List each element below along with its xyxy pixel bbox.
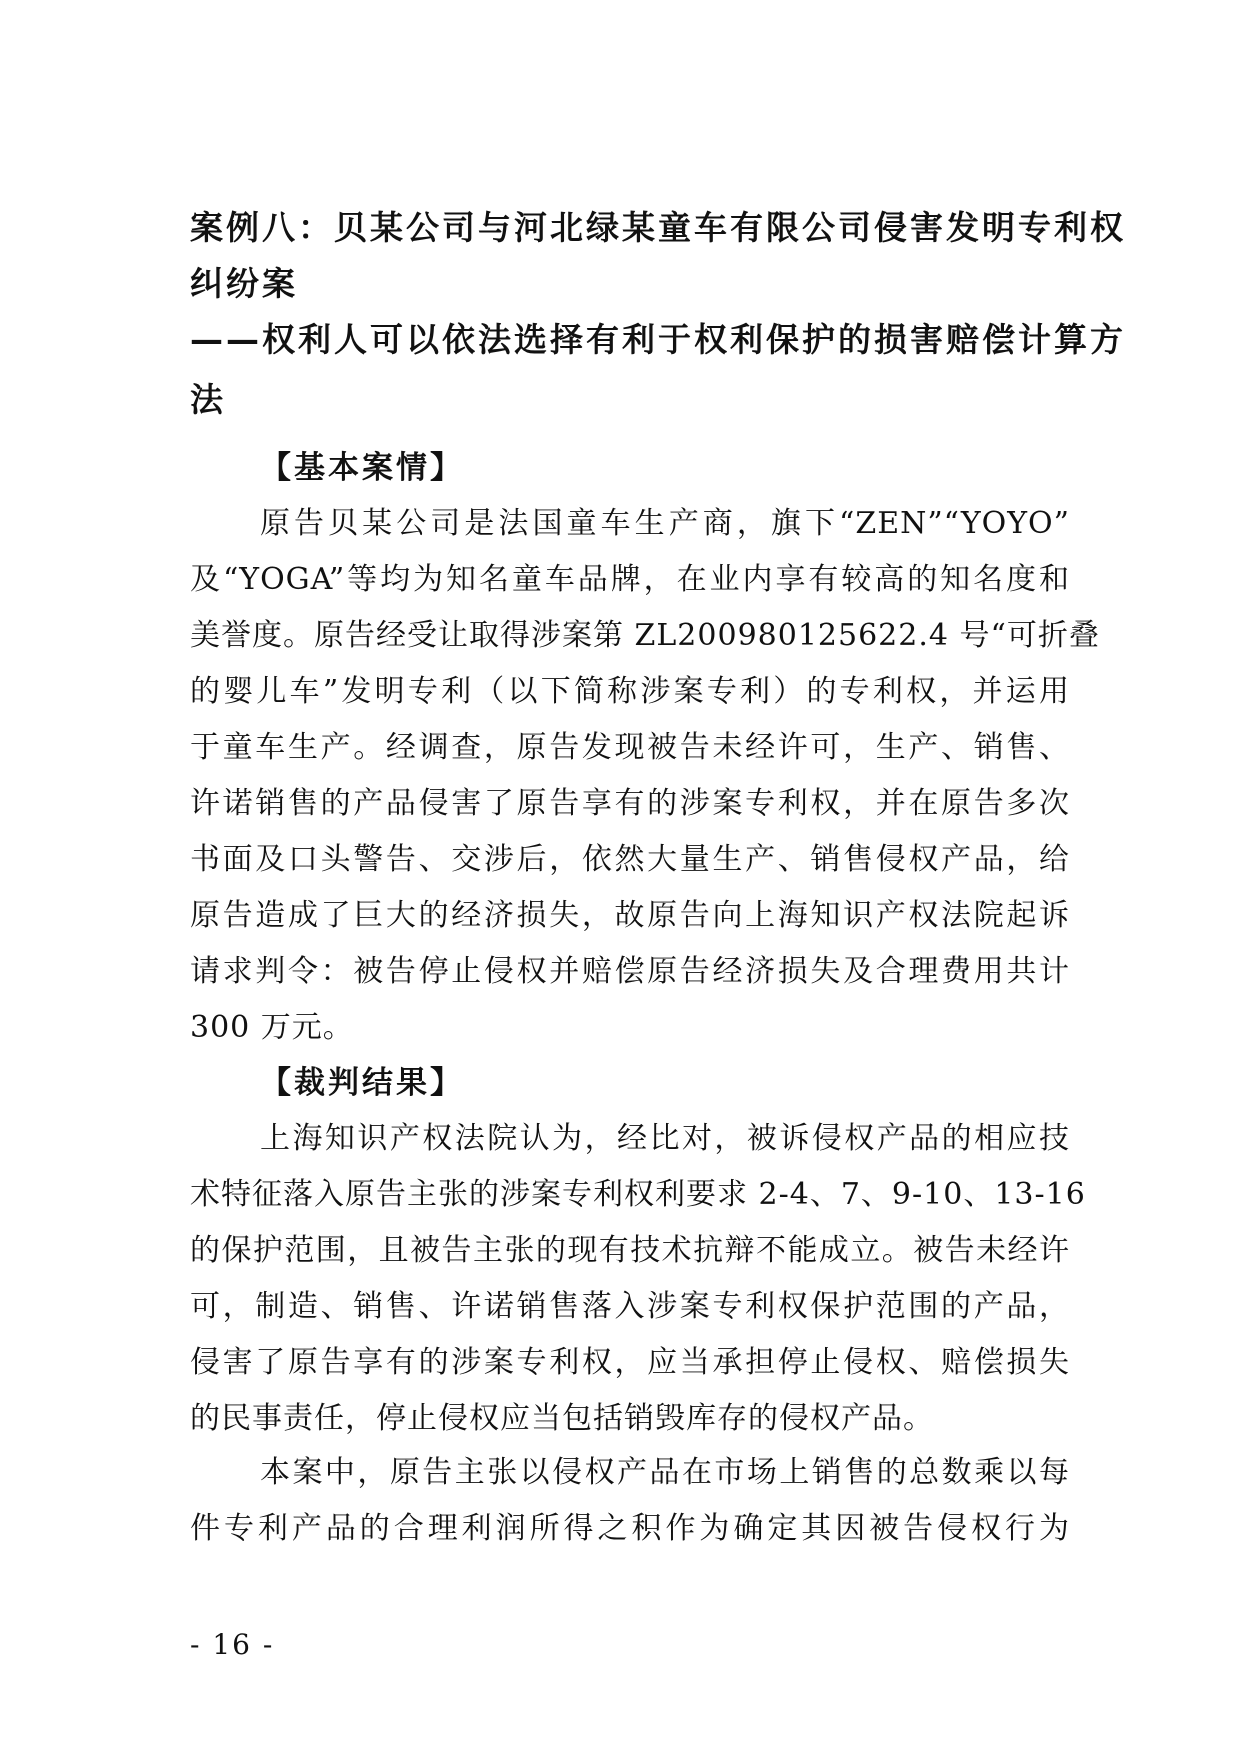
case-title-line-2: 纠纷案 xyxy=(190,264,298,303)
case-subtitle-line-1: ——权利人可以依法选择有利于权利保护的损害赔偿计算方 xyxy=(190,320,1126,359)
page-number: - 16 - xyxy=(190,1628,275,1661)
paragraph-line: 请求判令：被告停止侵权并赔偿原告经济损失及合理费用共计 xyxy=(190,954,1070,989)
paragraph-line: 于童车生产。经调查，原告发现被告未经许可，生产、销售、 xyxy=(190,730,1070,765)
paragraph-damages xyxy=(190,1445,1070,1557)
paragraph-line: 及“YOGA”等均为知名童车品牌，在业内享有较高的知名度和 xyxy=(190,562,1070,597)
section-heading-judgment-result: 【裁判结果】 xyxy=(260,1065,464,1101)
paragraph-line: 许诺销售的产品侵害了原告享有的涉案专利权，并在原告多次 xyxy=(190,786,1070,821)
paragraph-line: 的民事责任，停止侵权应当包括销毁库存的侵权产品。 xyxy=(190,1401,934,1436)
case-title-line-1: 案例八：贝某公司与河北绿某童车有限公司侵害发明专利权 xyxy=(190,208,1126,247)
paragraph-line: 件专利产品的合理利润所得之积作为确定其因被告侵权行为 xyxy=(190,1511,1070,1546)
paragraph-line: 的保护范围，且被告主张的现有技术抗辩不能成立。被告未经许 xyxy=(190,1233,1070,1268)
paragraph-line: 侵害了原告享有的涉案专利权，应当承担停止侵权、赔偿损失 xyxy=(190,1345,1070,1380)
paragraph-line: 美誉度。原告经受让取得涉案第 ZL200980125622.4 号“可折叠 xyxy=(190,618,1100,653)
paragraph-line: 可，制造、销售、许诺销售落入涉案专利权保护范围的产品， xyxy=(190,1289,1070,1324)
paragraph-line: 原告贝某公司是法国童车生产商，旗下“ZEN”“YOYO” xyxy=(260,506,1070,541)
case-subtitle-line-2: 法 xyxy=(190,380,226,419)
paragraph-line: 上海知识产权法院认为，经比对，被诉侵权产品的相应技 xyxy=(260,1121,1070,1156)
paragraph-line: 本案中，原告主张以侵权产品在市场上销售的总数乘以每 xyxy=(260,1455,1070,1490)
paragraph-line: 原告造成了巨大的经济损失，故原告向上海知识产权法院起诉 xyxy=(190,898,1070,933)
paragraph-line: 书面及口头警告、交涉后，依然大量生产、销售侵权产品，给 xyxy=(190,842,1070,877)
section-heading-basic-facts: 【基本案情】 xyxy=(260,450,464,486)
paragraph-line: 术特征落入原告主张的涉案专利权利要求 2-4、7、9-10、13-16 xyxy=(190,1177,1086,1212)
paragraph-judgment-result xyxy=(190,1111,1086,1447)
paragraph-line: 的婴儿车”发明专利（以下简称涉案专利）的专利权，并运用 xyxy=(190,674,1070,709)
paragraph-basic-facts xyxy=(190,496,1100,1056)
paragraph-line: 300 万元。 xyxy=(190,1010,354,1045)
